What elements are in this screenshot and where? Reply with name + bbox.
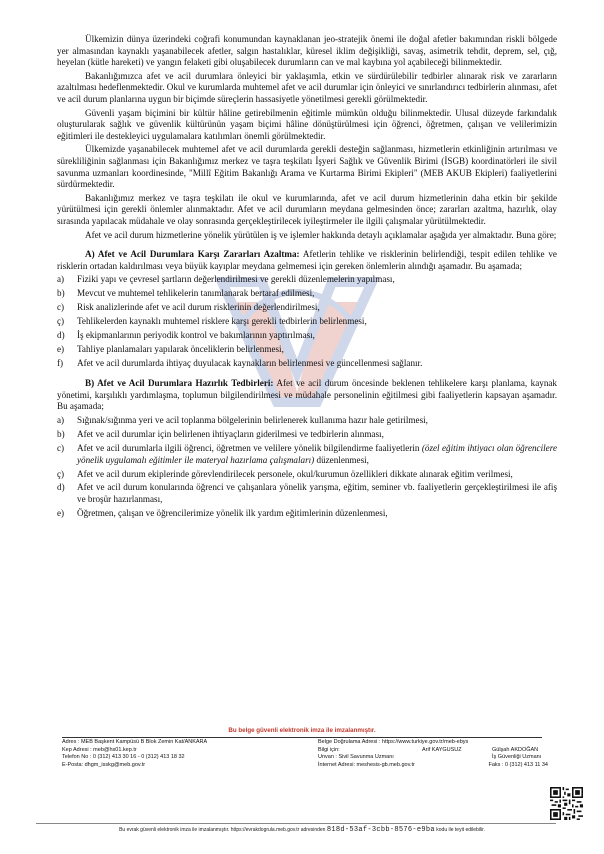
- list-item: [57, 344, 557, 356]
- kep-address-line: Kep Adresi : meb@hs01.kep.tr: [62, 746, 137, 753]
- list-item-text: Fiziki yapı ve çevresel şartların değerlendirilmesi ve gerekli düzenlemelerin yapılması,: [77, 274, 395, 285]
- list-marker: ç): [57, 468, 65, 479]
- list-marker: a): [57, 274, 65, 285]
- section-b-title: B) Afet ve Acil Durumlara Hazırlık Tedbirleri:: [85, 378, 274, 389]
- contact-title-row: [318, 754, 548, 762]
- list-marker: ç): [57, 316, 65, 327]
- list-item-text: Tehlikelerden kaynaklı muhtemel risklere karşı gerekli tedbirlerin belirlenmesi,: [77, 316, 367, 327]
- verification-text-after: kodu ile teyit edilebilir.: [436, 827, 485, 833]
- contact-title-1: Unvan : Sivil Savunma Uzmanı: [318, 754, 394, 761]
- list-item-text-emphasis: (özel eğitim ihtiyacı olan öğrencilere yönelik uygulamalı eğitimler ile materyal hazırlama çalışmaları): [77, 442, 557, 465]
- contact-title-2: İş Güvenliği Uzmanı: [492, 754, 542, 761]
- contact-name-2: Gülşah AKDOĞAN: [492, 746, 539, 753]
- list-item-text: Öğretmen, çalışan ve öğrencilerimize yönelik ilk yardım eğitimlerinin düzenlenmesi,: [77, 508, 388, 519]
- list-marker: b): [57, 428, 65, 439]
- list-item-text: Mevcut ve muhtemel tehlikelerin tanımlanarak bertaraf edilmesi,: [77, 288, 315, 299]
- list-item: [57, 358, 557, 370]
- list-item: [57, 443, 557, 466]
- list-item-text-main: Afet ve acil durumlarla ilgili öğrenci, öğretmen ve velilere yönelik bilgilendirme faaliyetlerin: [77, 442, 420, 453]
- list-item-text: Afet ve acil durumlar için belirlenen ihtiyaçların giderilmesi ve tedbirlerin alınması,: [77, 428, 384, 439]
- section-a-list: [57, 274, 557, 370]
- internet-address: İnternet Adresi: meshesis-gb.meb.gov.tr: [318, 761, 415, 768]
- contact-name-1: Arif KAYGUSUZ: [422, 746, 462, 753]
- document-body: [57, 34, 557, 522]
- list-marker: f): [57, 358, 64, 369]
- list-marker: b): [57, 288, 65, 299]
- contact-title-spacer: [422, 754, 492, 762]
- list-marker: d): [57, 330, 65, 341]
- list-marker: a): [57, 414, 65, 425]
- list-item: [57, 330, 557, 342]
- intro-paragraph-4: Ülkemizde yaşanabilecek muhtemel afet ve acil durumlarda gerekli desteğin sağlanması, hizmetlerin etkinliğinin artırılması ve sürekliliğinin sağlanması için Bakanlığımız merkez ve taşra teşkilatı İşyeri Sağlık ve Güvenlik Birimi (İSGB) koordinatörleri ile sivil savunma uzmanları koordinesinde, "Millî Eğitim Bakanlığı Arama ve Kurtarma Birimi Ekipleri" (MEB AKUB Ekipleri) faaliyetlerini sürdürmektedir.: [57, 144, 557, 190]
- web-fax-row: [318, 762, 548, 770]
- section-b-intro: Afet ve acil durum öncesinde beklenen tehlikelere karşı planlama, kaynak yönetimi, karşılıklı yardımlaşma, toplumun bilgilendirilmesi ve müdahale personelinin eğitilmesi gibi faaliyetlerin kapsayan aşamadır. Bu aşamada;: [57, 378, 557, 412]
- list-marker: e): [57, 508, 65, 519]
- list-item-text: İş ekipmanlarının periyodik kontrol ve bakımlarının yaptırılması,: [77, 330, 315, 341]
- list-item: [57, 274, 557, 286]
- list-item: [57, 316, 557, 328]
- section-a-title: A) Afet ve Acil Durumlara Karşı Zararları Azaltma:: [85, 249, 300, 260]
- contact-label: Bilgi için:: [318, 746, 340, 753]
- list-item-text: [77, 443, 557, 466]
- fax-number: Faks : 0 (312) 413 11 34: [488, 761, 548, 768]
- list-marker: c): [57, 302, 65, 313]
- list-item: [57, 415, 557, 427]
- footer-contact-right: [318, 739, 548, 769]
- list-item: [57, 508, 557, 520]
- address-line: Adres : MEB Başkent Kampüsü B Blok Zemin Kat/ANKARA: [62, 739, 208, 745]
- list-item: [57, 302, 557, 314]
- intro-paragraph-2: Bakanlığımızca afet ve acil durumlara önleyici bir yaklaşımla, etkin ve sürdürülebilir tedbirler alınarak risk ve zararların azaltılması hedeflenmektedir. Okul ve kurumlarda muhtemel afet ve acil durumlar için önleyici ve sınırlandırıcı tedbirlerin alınması, afet ve acil durum planlarına uygun bir biçimde süreçlerin hassasiyetle yönetilmesi gerekli görülmektedir.: [57, 70, 557, 104]
- list-item-text: Afet ve acil durumlarda ihtiyaç duyulacak kaynakların belirlenmesi ve güncellenmesi sağlanır.: [77, 358, 423, 369]
- list-item-text: Sığınak/sığınma yeri ve acil toplanma bölgelerinin belirlenerek kullanıma hazır hale getirilmesi,: [77, 414, 428, 425]
- intro-paragraph-5: Bakanlığımız merkez ve taşra teşkilatı ile okul ve kurumlarında, afet ve acil durum hizmetlerinin daha etkin bir şekilde yürütülmesi için gerekli önlemler alınmaktadır. Afet ve acil durumların meydana gelmesinden önce; zararları azaltma, hazırlık, olay sırasında yapılacak müdahale ve olay sonrasında gerçekleştirilecek iyileştirmeler ile ilgili çalışmalar yürütülmektedir.: [57, 192, 557, 226]
- list-item: [57, 288, 557, 300]
- list-marker: d): [57, 482, 65, 493]
- list-item-text: Afet ve acil durum ekiplerinde görevlendirilecek personele, okul/kurumun özellikleri dikkate alınarak eğitim verilmesi,: [77, 468, 513, 479]
- verification-code: 818d-53af-3cbb-8576-e9ba: [326, 826, 435, 834]
- qr-code-icon: [550, 787, 583, 820]
- intro-paragraph-1: Ülkemizin dünya üzerindeki coğrafi konumundan kaynaklanan jeo-stratejik önemi ile doğal afetler bakımından riskli bölgede yer almasından kaynaklı yaşanabilecek afetler, salgın hastalıklar, küresel iklim değişikliği, savaş, asimetrik tehdit, deprem, sel, çığ, heyelan (kütle hareketi) ve yangın felaketi gibi oluşabilecek durumların can ve mal kaybına yol açabileceği bilinmektedir.: [57, 34, 557, 68]
- section-b-heading: [57, 378, 557, 413]
- list-item: [57, 469, 557, 481]
- list-item: [57, 482, 557, 505]
- section-a-heading: [57, 249, 557, 272]
- list-item-text-tail: düzenlenmesi,: [314, 454, 369, 465]
- email-line: E-Posta: dhgm_isskg@meb.gov.tr: [62, 761, 146, 768]
- list-item-text: Tahliye planlamaları yapılarak önceliklerin belirlenmesi,: [77, 344, 284, 355]
- list-item: [57, 429, 557, 441]
- intro-paragraph-3: Güvenli yaşam biçimini bir kültür hâline getirebilmenin eğitimle mümkün olduğu bilinmektedir. Ulusal düzeyde farkındalık oluşturularak sağlık ve güvenlik kültürünün yaşam biçimi hâline dönüştürülmesi için öğrenci, öğretmen, çalışan ve velilerimizin eğitimleri ile destekleyici uygulamalara katılımları önemli görülmektedir.: [57, 107, 557, 141]
- list-marker: c): [57, 442, 65, 453]
- footer-divider: [62, 737, 542, 738]
- list-item-text: Afet ve acil durum konularında öğrenci ve çalışanlara yönelik yarışma, eğitim, seminer vb. faaliyetlerin gerçekleştirilmesi ile afiş ve broşür hazırlanması,: [77, 482, 557, 505]
- footer-contact-left: [62, 739, 282, 769]
- verification-address-line: Belge Doğrulama Adresi : https://www.turkiye.gov.tr/meb-ebys: [318, 739, 469, 745]
- phone-line: Telefon No : 0 (312) 413 30 16 - 0 (312) 413 18 32: [62, 754, 185, 761]
- verification-notice: [0, 826, 604, 834]
- list-marker: e): [57, 344, 65, 355]
- section-b-list: [57, 415, 557, 520]
- bottom-divider: [36, 823, 556, 824]
- e-signature-notice: Bu belge güvenli elektronik imza ile imzalanmıştır.: [228, 727, 376, 734]
- verification-text-before: Bu evrak güvenli elektronik imza ile imzalanmıştır. https://evrakdogrula.meb.gov.tr adresinden: [119, 827, 326, 833]
- intro-paragraph-6: Afet ve acil durum hizmetlerine yönelik yürütülen iş ve işlemler hakkında detaylı açıklamalar aşağıda yer almaktadır. Buna göre;: [85, 229, 557, 240]
- list-item-text: Risk analizlerinde afet ve acil durum risklerinin değerlendirilmesi,: [77, 302, 320, 313]
- section-a-intro: Afetlerin tehlike ve risklerinin belirlendiği, tespit edilen tehlike ve risklerin ortadan kaldırılması veya büyük kayıplar meydana gelmemesi için gereken önlemlerin alındığı aşamadır. Bu aşamada;: [57, 249, 557, 271]
